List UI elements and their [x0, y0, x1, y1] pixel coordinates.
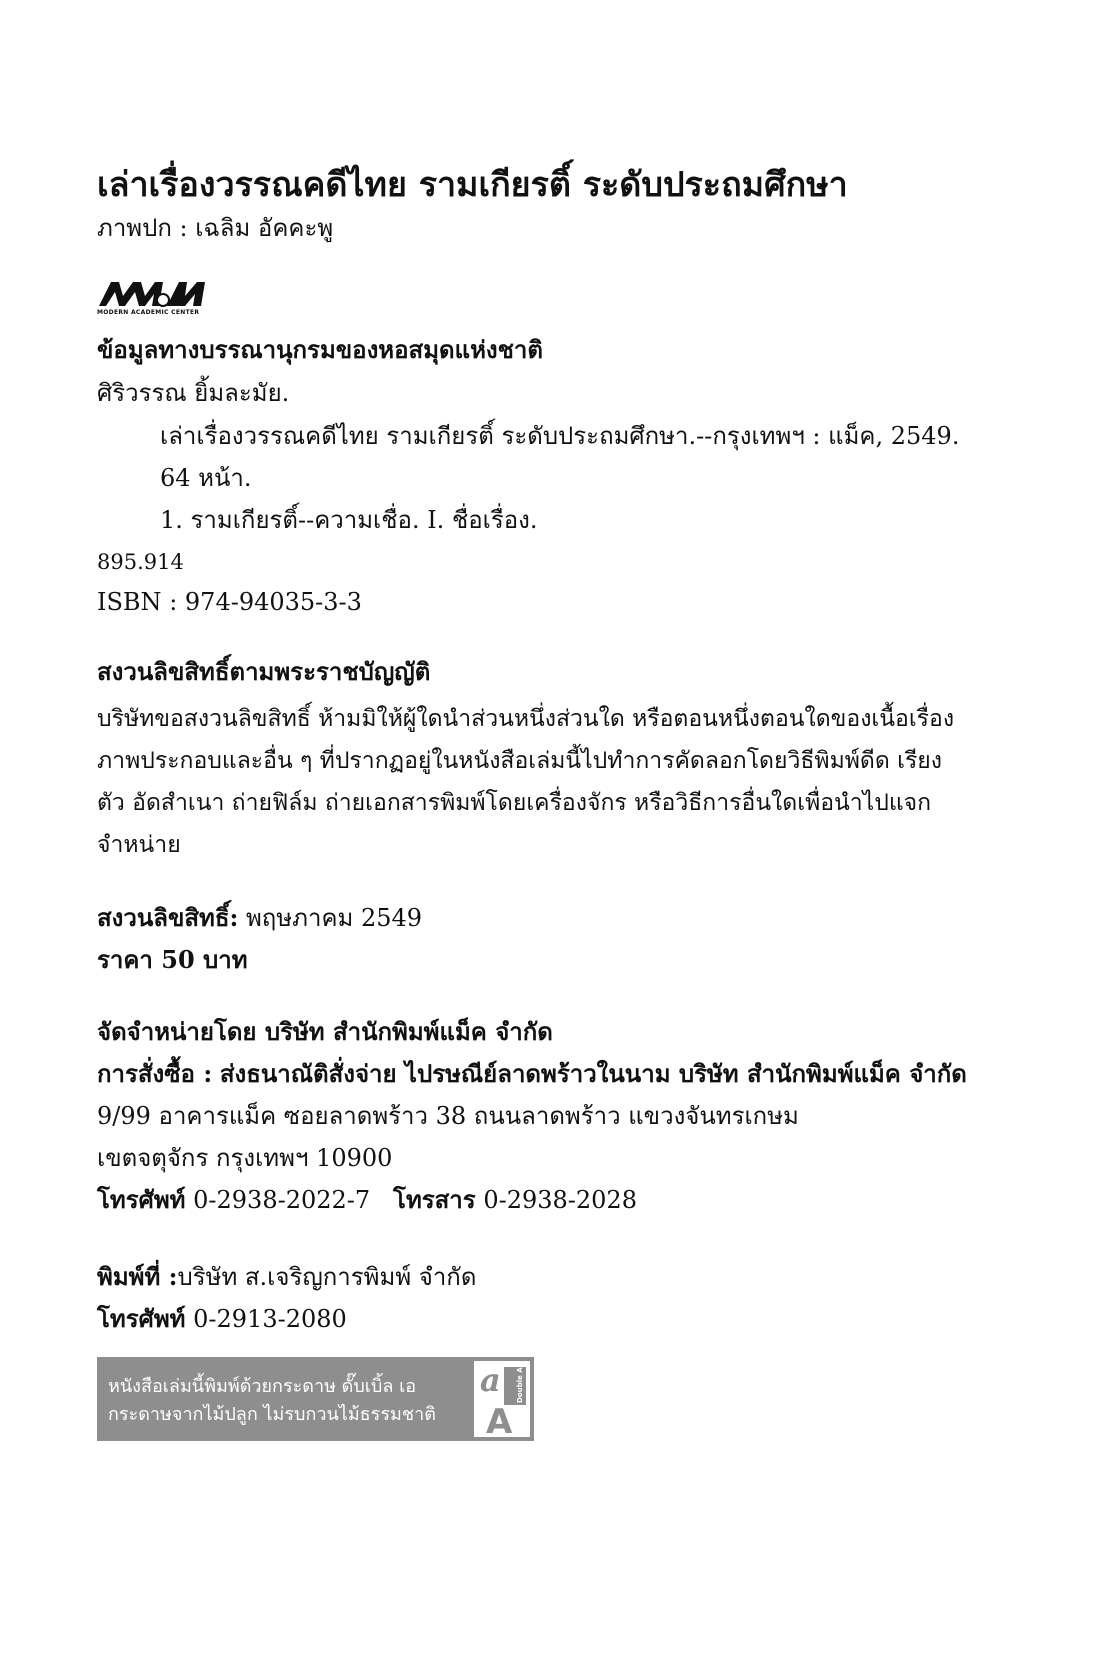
catalog-author: ศิริวรรณ ยิ้มละมัย. — [97, 379, 290, 407]
address-line-2: เขตจตุจักร กรุงเทพฯ 10900 — [97, 1144, 393, 1172]
svg-text:a: a — [480, 1361, 501, 1399]
printer-info — [97, 1262, 476, 1292]
order-label: การสั่งซื้อ : — [97, 1059, 213, 1088]
paper-badge-line-2: กระดาษจากไม้ปลูก ไม่รบกวนไม้ธรรมชาติ — [108, 1404, 436, 1425]
cover-artist: ภาพปก : เฉลิม อัคคะพู — [97, 214, 334, 242]
phone-number: 0-2938-2022-7 — [193, 1186, 371, 1214]
phone-label: โทรศัพท์ — [97, 1185, 186, 1214]
paper-badge-line-1: หนังสือเล่มนี้พิมพ์ด้วยกระดาษ ดั๊บเบิ้ล เอ — [108, 1376, 417, 1397]
price: ราคา 50 บาท — [97, 945, 248, 974]
catalog-class-number: 895.914 — [97, 550, 184, 574]
mac-logo-caption: MODERN ACADEMIC CENTER — [97, 309, 200, 316]
catalog-pages: 64 หน้า. — [160, 464, 252, 492]
svg-text:A: A — [486, 1402, 513, 1437]
printer-phone-label: โทรศัพท์ — [97, 1304, 186, 1333]
printer-name: บริษัท ส.เจริญการพิมพ์ จำกัด — [177, 1263, 477, 1291]
contact-numbers — [97, 1185, 637, 1215]
address-line-1: 9/99 อาคารแม็ค ซอยลาดพร้าว 38 ถนนลาดพร้าว แขวงจันทรเกษม — [97, 1102, 799, 1130]
fax-label: โทรสาร — [393, 1185, 476, 1214]
catalog-subject: 1. รามเกียรติ์--ความเชื่อ. I. ชื่อเรื่อง. — [160, 506, 538, 534]
order-info — [97, 1059, 967, 1089]
catalog-entry: เล่าเรื่องวรรณคดีไทย รามเกียรติ์ ระดับประถมศึกษา.--กรุงเทพฯ : แม็ค, 2549. — [160, 422, 960, 450]
copyright-paragraph: บริษัทขอสงวนลิขสิทธิ์ ห้ามมิให้ผู้ใดนำส่วนหนึ่งส่วนใด หรือตอนหนึ่งตอนใดของเนื้อเรื่อง ภาพประกอบและอื่น ๆ ที่ปรากฏอยู่ในหนังสือเล่มนี้ไปทำการคัดลอกโดยวิธีพิมพ์ดีด เรียงตัว อัดสำเนา ถ่ายฟิล์ม ถ่ายเอกสารพิมพ์โดยเครื่องจักร หรือวิธีการอื่นใดเพื่อนำไปแจกจำหน่าย — [97, 706, 955, 858]
paper-badge-text — [108, 1373, 436, 1429]
printer-phone-number: 0-2913-2080 — [193, 1305, 347, 1333]
distributor: จัดจำหน่ายโดย บริษัท สำนักพิมพ์แม็ค จำกัด — [97, 1017, 553, 1046]
order-text: ส่งธนาณัติสั่งจ่าย ไปรษณีย์ลาดพร้าวในนาม บริษัท สำนักพิมพ์แม็ค จำกัด — [219, 1059, 967, 1088]
printer-label: พิมพ์ที่ : — [97, 1262, 178, 1291]
copyright-notice-date: พฤษภาคม 2549 — [245, 904, 423, 932]
printer-contact — [97, 1304, 347, 1334]
fax-number: 0-2938-2028 — [483, 1186, 637, 1214]
book-title: เล่าเรื่องวรรณคดีไทย รามเกียรติ์ ระดับประถมศึกษา — [97, 165, 848, 205]
copyright-notice-label: สงวนลิขสิทธิ์: — [97, 903, 239, 932]
double-a-logo-icon — [474, 1361, 530, 1437]
copyright-notice — [97, 903, 422, 933]
catalog-isbn: ISBN : 974-94035-3-3 — [97, 588, 362, 616]
paper-badge — [97, 1357, 534, 1441]
copyright-heading: สงวนลิขสิทธิ์ตามพระราชบัญญัติ — [97, 657, 431, 686]
svg-text:Double A: Double A — [516, 1367, 524, 1403]
catalog-heading: ข้อมูลทางบรรณานุกรมของหอสมุดแห่งชาติ — [97, 335, 543, 364]
